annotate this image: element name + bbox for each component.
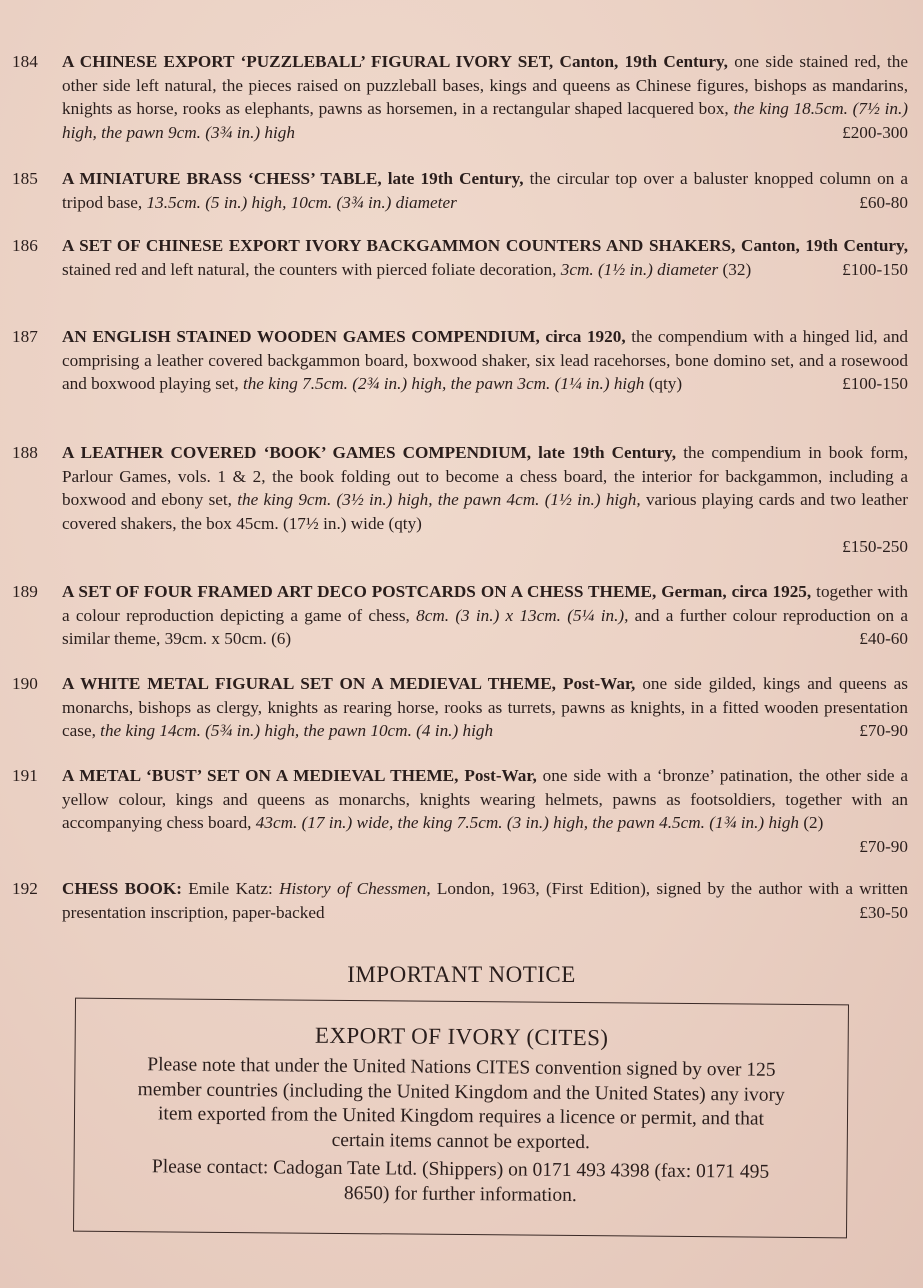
lot-description: one side stained red, the other side left natural, the pieces raised on puzzleball bases, kings and queens as Chinese figures, bishops as mandarins, knights as horse, rooks as elephants, pawns as horsemen, in a rectangular shaped lacquered box, <box>62 52 908 118</box>
lot-number: 190 <box>12 674 38 693</box>
lot-number: 192 <box>12 879 38 898</box>
lot-title: A MINIATURE BRASS ‘CHESS’ TABLE, late 19th Century, <box>62 169 524 188</box>
lot-entry <box>12 580 908 651</box>
lot-estimate: £200-300 <box>842 122 908 142</box>
lot-description: the compendium with a hinged lid, and comprising a leather covered backgammon board, boxwood shaker, six lead racehorses, bone domino set, and a rosewood and boxwood playing set, <box>62 327 909 393</box>
lot-estimate: £100-150 <box>842 259 908 279</box>
lot-description: one side with a ‘bronze’ patination, the other side a yellow colour, kings and queens as monarchs, knights wearing helmets, pawns as footsoldiers, together with an accompanying chess board, <box>62 766 909 832</box>
lot-description: together with a colour reproduction depicting a game of chess, <box>62 582 908 625</box>
lot-estimate: £70-90 <box>859 836 908 856</box>
notice-text: Please note that under the United Nations CITES convention signed by over 125 member countries (including the United Kingdom and the United States) any ivory item exported from the United Kingdom requires a licence or permit, and that certain items cannot be exported. <box>137 1054 785 1153</box>
lot-description: the circular top over a baluster knopped column on a tripod base, <box>62 169 909 212</box>
lot-dimensions: the king 18.5cm. (7½ in.) high, the pawn 9cm. (3¾ in.) high <box>62 99 909 142</box>
lot-entry <box>12 167 908 214</box>
notice-box-title: EXPORT OF IVORY (CITES) <box>314 1022 609 1051</box>
lot-body <box>62 441 908 559</box>
lot-entry <box>12 764 908 858</box>
lot-number: 188 <box>12 443 38 462</box>
lot-title: A LEATHER COVERED ‘BOOK’ GAMES COMPENDIUM, late 19th Century, <box>62 443 677 462</box>
notice-heading: IMPORTANT NOTICE <box>347 962 576 987</box>
lot-author: Emile Katz: <box>188 879 273 898</box>
lot-dimensions: 3cm. (1½ in.) diameter <box>560 259 719 279</box>
notice-box <box>73 998 849 1239</box>
lot-quantity: (2) <box>803 813 824 832</box>
lot-estimate: £60-80 <box>859 192 908 212</box>
lot-extra: and a further colour reproduction on a similar theme, 39cm. x 50cm. (6) <box>62 605 909 648</box>
lot-dimensions: the king 7.5cm. (2¾ in.) high, the pawn 3cm. (1¼ in.) high <box>242 374 645 393</box>
lot-extra: London, 1963, (First Edition), signed by the author with a written presentation inscription, paper-backed <box>62 879 908 922</box>
lot-number: 191 <box>12 766 38 785</box>
lot-estimate: £100-150 <box>842 374 908 393</box>
lot-dimensions: 8cm. (3 in.) x 13cm. (5¼ in.), <box>416 605 629 625</box>
lot-book-title: History of Chessmen, <box>279 879 431 898</box>
lot-number: 184 <box>12 52 38 71</box>
lot-estimate: £150-250 <box>842 537 908 556</box>
lot-estimate: £40-60 <box>859 629 908 648</box>
lot-dimensions: 13.5cm. (5 in.) high, 10cm. (3¾ in.) diameter <box>146 192 457 212</box>
lot-body <box>62 234 908 281</box>
lot-number: 189 <box>12 582 38 601</box>
lot-estimate: £70-90 <box>859 721 908 740</box>
lot-entry <box>12 672 908 743</box>
lot-body <box>62 580 908 651</box>
lot-extra: various playing cards and two leather covered shakers, the box 45cm. (17½ in.) wide (qty) <box>62 490 908 533</box>
lot-body <box>62 325 908 396</box>
lot-dimensions: the king 9cm. (3½ in.) high, the pawn 4cm. (1½ in.) high, <box>237 490 641 509</box>
notice-contact: Please contact: Cadogan Tate Ltd. (Shippers) on 0171 493 4398 (fax: 0171 495 8650) for further information. <box>151 1156 770 1206</box>
lot-title: A WHITE METAL FIGURAL SET ON A MEDIEVAL THEME, Post-War, <box>62 674 636 693</box>
lot-quantity: (32) <box>722 259 752 279</box>
lot-title: CHESS BOOK: <box>62 879 182 898</box>
lot-description: the compendium in book form, Parlour Games, vols. 1 & 2, the book folding out to become a chess board, the interior for backgammon, including a boxwood and ebony set, <box>62 443 908 509</box>
lot-description: one side gilded, kings and queens as monarchs, bishops as clergy, knights as rearing horse, rooks as turrets, pawns as knights, in a fitted wooden presentation case, <box>62 674 908 740</box>
lot-title: AN ENGLISH STAINED WOODEN GAMES COMPENDIUM, circa 1920, <box>62 327 626 346</box>
lot-entry <box>12 877 908 924</box>
lot-number: 186 <box>12 236 38 255</box>
lot-body <box>62 764 908 858</box>
lot-estimate: £30-50 <box>859 902 908 922</box>
lot-title: A CHINESE EXPORT ‘PUZZLEBALL’ FIGURAL IVORY SET, Canton, 19th Century, <box>62 52 728 71</box>
lot-dimensions: the king 14cm. (5¾ in.) high, the pawn 10cm. (4 in.) high <box>100 721 494 740</box>
lot-body <box>62 672 908 743</box>
lot-entry <box>12 50 908 144</box>
lot-number: 187 <box>12 327 38 346</box>
lot-entry <box>12 441 908 559</box>
lot-title: A SET OF FOUR FRAMED ART DECO POSTCARDS ON A CHESS THEME, German, circa 1925, <box>62 582 812 601</box>
lot-entry <box>12 325 908 396</box>
lot-dimensions: 43cm. (17 in.) wide, the king 7.5cm. (3 in.) high, the pawn 4.5cm. (1¾ in.) high <box>255 813 800 832</box>
lot-quantity: (qty) <box>648 374 683 393</box>
lot-body <box>62 877 908 924</box>
lot-number: 185 <box>12 169 38 188</box>
lot-title: A SET OF CHINESE EXPORT IVORY BACKGAMMON COUNTERS AND SHAKERS, Canton, 19th Century, <box>62 236 908 255</box>
lot-entry <box>12 234 908 281</box>
lot-title: A METAL ‘BUST’ SET ON A MEDIEVAL THEME, Post-War, <box>62 766 537 785</box>
lot-description: stained red and left natural, the counters with pierced foliate decoration, <box>62 259 557 279</box>
lot-body <box>62 167 908 214</box>
lot-body <box>62 50 908 144</box>
